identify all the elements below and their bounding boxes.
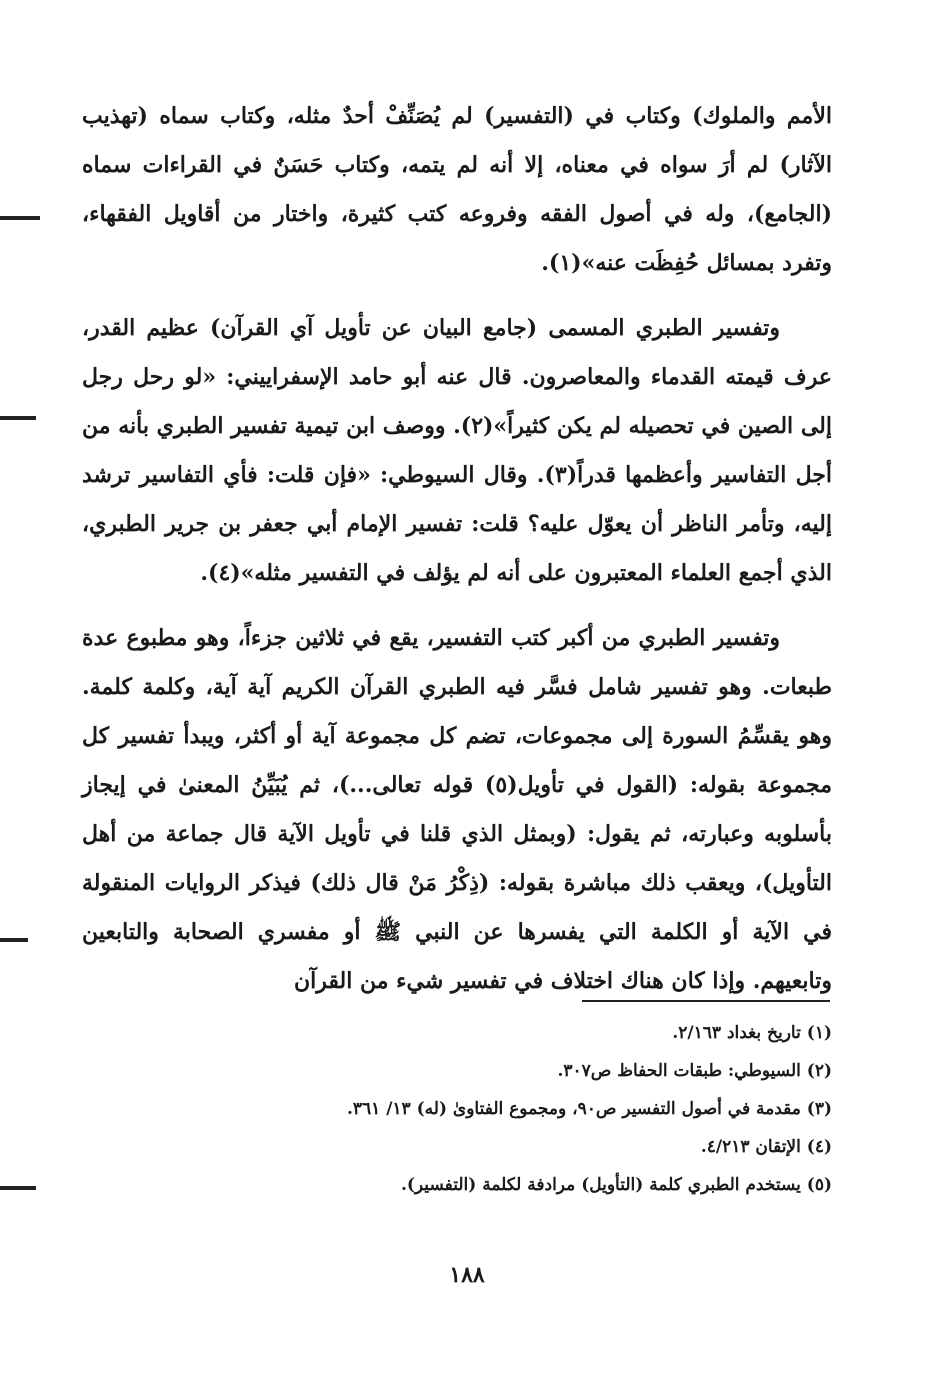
footnote-divider [582,1000,830,1002]
footnote: (٤) الإتقان ٤/٢١٣. [700,1137,832,1157]
paragraph: وتفسير الطبري المسمى (جامع البيان عن تأويل آي القرآن) عظيم القدر، عرف قيمته القدماء والمعاصرون. قال عنه أبو حامد الإسفراييني: «لو رحل رجل إلى الصين في تحصيله لم يكن كثيراً»(٢). ووصف ابن تيمية تفسير الطبري بأنه من أجل التفاسير وأعظمها قدراً(٣). وقال السيوطي: «فإن قلت: فأي التفاسير ترشد إليه، وتأمر الناظر أن يعوّل عليه؟ قلت: تفسير الإمام أبي جعفر بن جرير الطبري، الذي أجمع العلماء المعتبرون على أنه لم يؤلف في التفسير مثله»(٤). [82,315,832,586]
footnote: (٥) يستخدم الطبري كلمة (التأويل) مرادفة لكلمة (التفسير). [400,1175,832,1195]
margin-mark [0,416,36,420]
margin-mark [0,938,28,942]
footnote: (١) تاريخ بغداد ٢/١٦٣. [672,1023,832,1043]
margin-mark [0,1186,36,1190]
paragraph: الأمم والملوك) وكتاب في (التفسير) لم يُصَنِّفْ أحدٌ مثله، وكتاب سماه (تهذيب الآثار) لم أرَ سواه في معناه، إلا أنه لم يتمه، وكتاب حَسَنٌ في القراءات سماه (الجامع)، وله في أصول الفقه وفروعه كتب كثيرة، واختار من أقاويل الفقهاء، وتفرد بمسائل حُفِظَت عنه»(١). [82,103,832,276]
paragraph: وتفسير الطبري من أكبر كتب التفسير، يقع في ثلاثين جزءاً، وهو مطبوع عدة طبعات. وهو تفسير شامل فسَّر فيه الطبري القرآن الكريم آية آية، وكلمة كلمة. وهو يقسِّمُ السورة إلى مجموعات، تضم كل مجموعة آية أو أكثر، ويبدأ تفسير كل مجموعة بقوله: (القول في تأويل(٥) قوله تعالى...)، ثم يُبَيِّنُ المعنىٰ في إيجاز بأسلوبه وعبارته، ثم يقول: (وبمثل الذي قلنا في تأويل الآية قال جماعة من أهل التأويل)، ويعقب ذلك مباشرة بقوله: (ذِكْرُ مَنْ قال ذلك) فيذكر الروايات المنقولة في الآية أو الكلمة التي يفسرها عن النبي ﷺ أو مفسري الصحابة والتابعين وتابعيهم. وإذا كان هناك اختلاف في تفسير شيء من القرآن [82,625,832,994]
footnotes [82,1014,832,1204]
footnote: (٣) مقدمة في أصول التفسير ص٩٠، ومجموع الفتاوىٰ (له) ١٣/ ٣٦١. [346,1099,832,1119]
main-text [82,92,832,1022]
margin-mark [0,216,40,220]
footnote: (٢) السيوطي: طبقات الحفاظ ص٣٠٧. [557,1061,832,1081]
page-number: ١٨٨ [449,1262,485,1288]
